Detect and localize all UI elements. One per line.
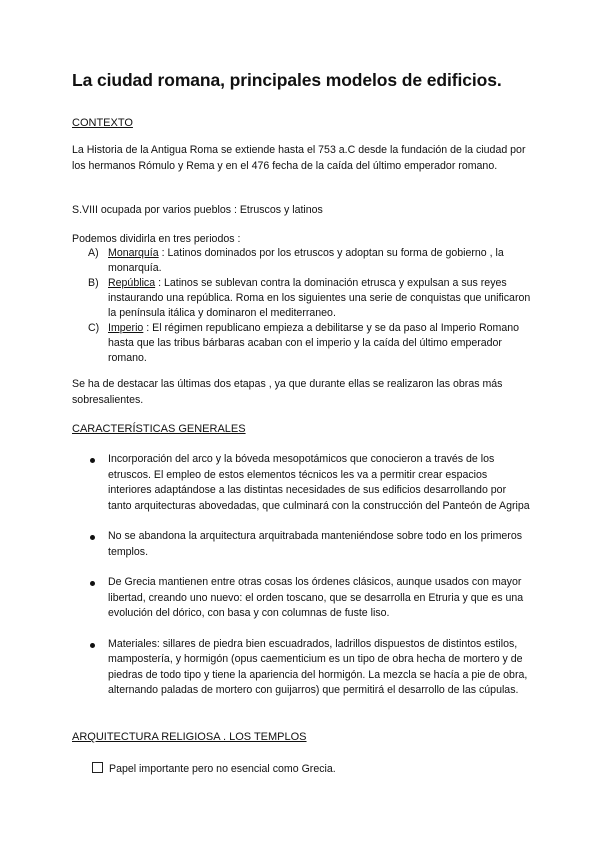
checkbox[interactable] [92,762,103,773]
bullet-icon [90,535,95,540]
periods-intro: Podemos dividirla en tres periodos : [72,233,241,245]
bullet-icon [90,458,95,463]
section-heading-contexto: CONTEXTO [72,117,133,129]
bullet-text: Materiales: sillares de piedra bien escuadrados, ladrillos dispuestos de distintos estilos, mampostería, y hormigón (opus caementicium es un tipo de obra hecha de mortero y de piedras de todo tipo y tiene la apariencia del hormigón. La mezcla se hacía a pie de obra, alternando paladas de mortero con guijarros) que permitirá el desarrollo de las cúpulas. [108,637,528,696]
period-item-imperio [72,321,532,366]
section-heading-caracteristicas: CARACTERÍSTICAS GENERALES [72,423,246,435]
list-item [72,452,532,514]
period-term: Imperio [108,322,144,334]
list-item [72,529,532,560]
characteristics-list [72,452,532,699]
checklist-item [92,762,336,777]
bullet-icon [90,643,95,648]
list-item [72,575,532,622]
contexto-paragraph: La Historia de la Antigua Roma se extiende hasta el 753 a.C desde la fundación de la ciudad por los hermanos Rómulo y Rema y en el 476 fecha de la caída del último emperador romano. [72,144,526,172]
period-text: : Latinos dominados por los etruscos y adoptan su forma de gobierno , la monarquía. [108,247,504,274]
bullet-text: De Grecia mantienen entre otras cosas los órdenes clásicos, aunque usados con mayor libertad, creando uno nuevo: el orden toscano, que se desarrolla en Etruria y que es una evolución del dórico, con basa y con columnas de fuste liso. [108,576,524,619]
list-marker: B) [88,277,99,289]
period-text: : Latinos se sublevan contra la dominación etrusca y expulsan a sus reyes instaurando una república. Roma en los siguientes una serie de conquistas que unificaron la península itálica y dominaron el mediterraneo. [108,277,531,319]
period-term: República [108,277,156,289]
bullet-text: Incorporación del arco y la bóveda mesopotámicos que conocieron a través de los etruscos. El empleo de estos elementos técnicos les va a permitir crear espacios interiores adaptándose a las distintas necesidades de sus edificios desarrollando por tanto arquitecturas abovedadas, que culminará con la construcción del Panteón de Agripa [108,453,530,512]
list-item [72,637,532,699]
period-item-republica [72,276,532,321]
checklist-item-text: Papel importante pero no esencial como Grecia. [109,763,336,775]
section-heading-religiosa: ARQUITECTURA RELIGIOSA . LOS TEMPLOS [72,731,307,743]
document-title: La ciudad romana, principales modelos de edificios. [72,70,502,90]
bullet-text: No se abandona la arquitectura arquitrabada manteniéndose sobre todo en los primeros templos. [108,530,523,558]
bullet-icon [90,581,95,586]
list-marker: C) [88,322,100,334]
periods-list [72,246,532,366]
period-item-monarquia [72,246,532,276]
pueblos-paragraph: S.VIII ocupada por varios pueblos : Etruscos y latinos [72,204,323,216]
period-term: Monarquía [108,247,159,259]
list-marker: A) [88,247,99,259]
period-text: : El régimen republicano empieza a debilitarse y se da paso al Imperio Romano hasta que las tribus bárbaras acaban con el imperio y la caída del último emperador romano. [108,322,520,364]
conclusion-paragraph: Se ha de destacar las últimas dos etapas , ya que durante ellas se realizaron las obras más sobresalientes. [72,378,503,406]
